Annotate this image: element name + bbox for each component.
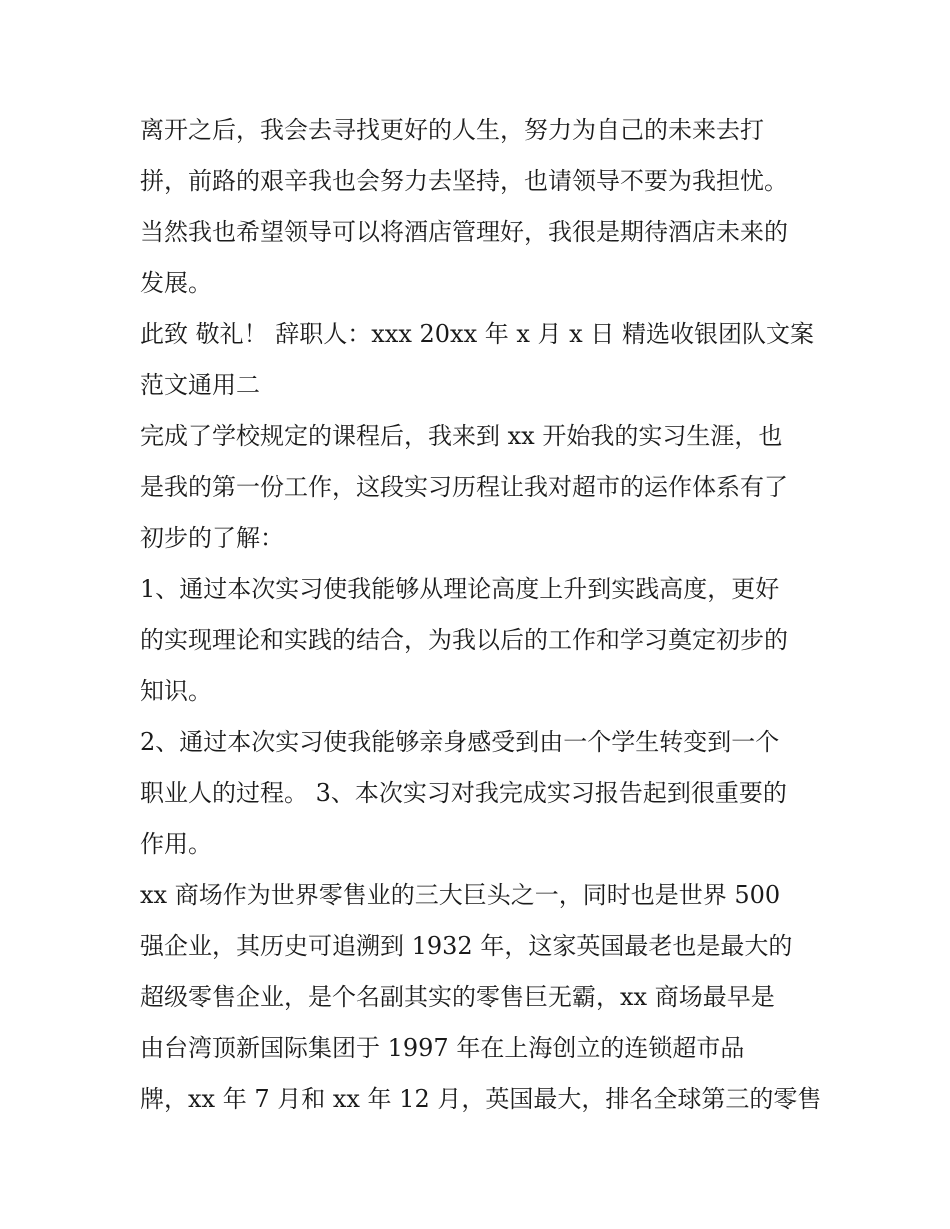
text-line: 当然我也希望领导可以将酒店管理好，我很是期待酒店未来的 <box>140 218 788 246</box>
text-line: 2、通过本次实习使我能够亲身感受到由一个学生转变到一个 <box>140 728 780 756</box>
text-line: xx 商场作为世界零售业的三大巨头之一，同时也是世界 500 <box>140 881 781 909</box>
text-line: 发展。 <box>140 269 212 297</box>
document-body <box>140 105 820 1125</box>
text-line: 1、通过本次实习使我能够从理论高度上升到实践高度，更好 <box>140 575 780 603</box>
text-line: 是我的第一份工作，这段实习历程让我对超市的运作体系有了 <box>140 473 788 501</box>
text-line: 牌，xx 年 7 月和 xx 年 12 月，英国最大，排名全球第三的零售 <box>140 1085 822 1113</box>
text-line: 离开之后，我会去寻找更好的人生，努力为自己的未来去打 <box>140 116 764 144</box>
text-line: 知识。 <box>140 677 212 705</box>
text-line: 完成了学校规定的课程后，我来到 xx 开始我的实习生涯，也 <box>140 422 783 450</box>
text-line: 初步的了解： <box>140 524 284 552</box>
text-line: 超级零售企业，是个名副其实的零售巨无霸，xx 商场最早是 <box>140 983 775 1011</box>
text-line: 的实现理论和实践的结合，为我以后的工作和学习奠定初步的 <box>140 626 788 654</box>
text-line: 职业人的过程。 3、本次实习对我完成实习报告起到很重要的 <box>140 779 787 807</box>
text-line: 拼，前路的艰辛我也会努力去坚持，也请领导不要为我担忧。 <box>140 167 788 195</box>
text-line: 强企业，其历史可追溯到 1932 年，这家英国最老也是最大的 <box>140 932 793 960</box>
text-line: 范文通用二 <box>140 371 260 399</box>
text-line: 此致 敬礼！ 辞职人：xxx 20xx 年 x 月 x 日 精选收银团队文案 <box>140 320 814 348</box>
text-line: 作用。 <box>140 830 212 858</box>
text-line: 由台湾顶新国际集团于 1997 年在上海创立的连锁超市品 <box>140 1034 745 1062</box>
